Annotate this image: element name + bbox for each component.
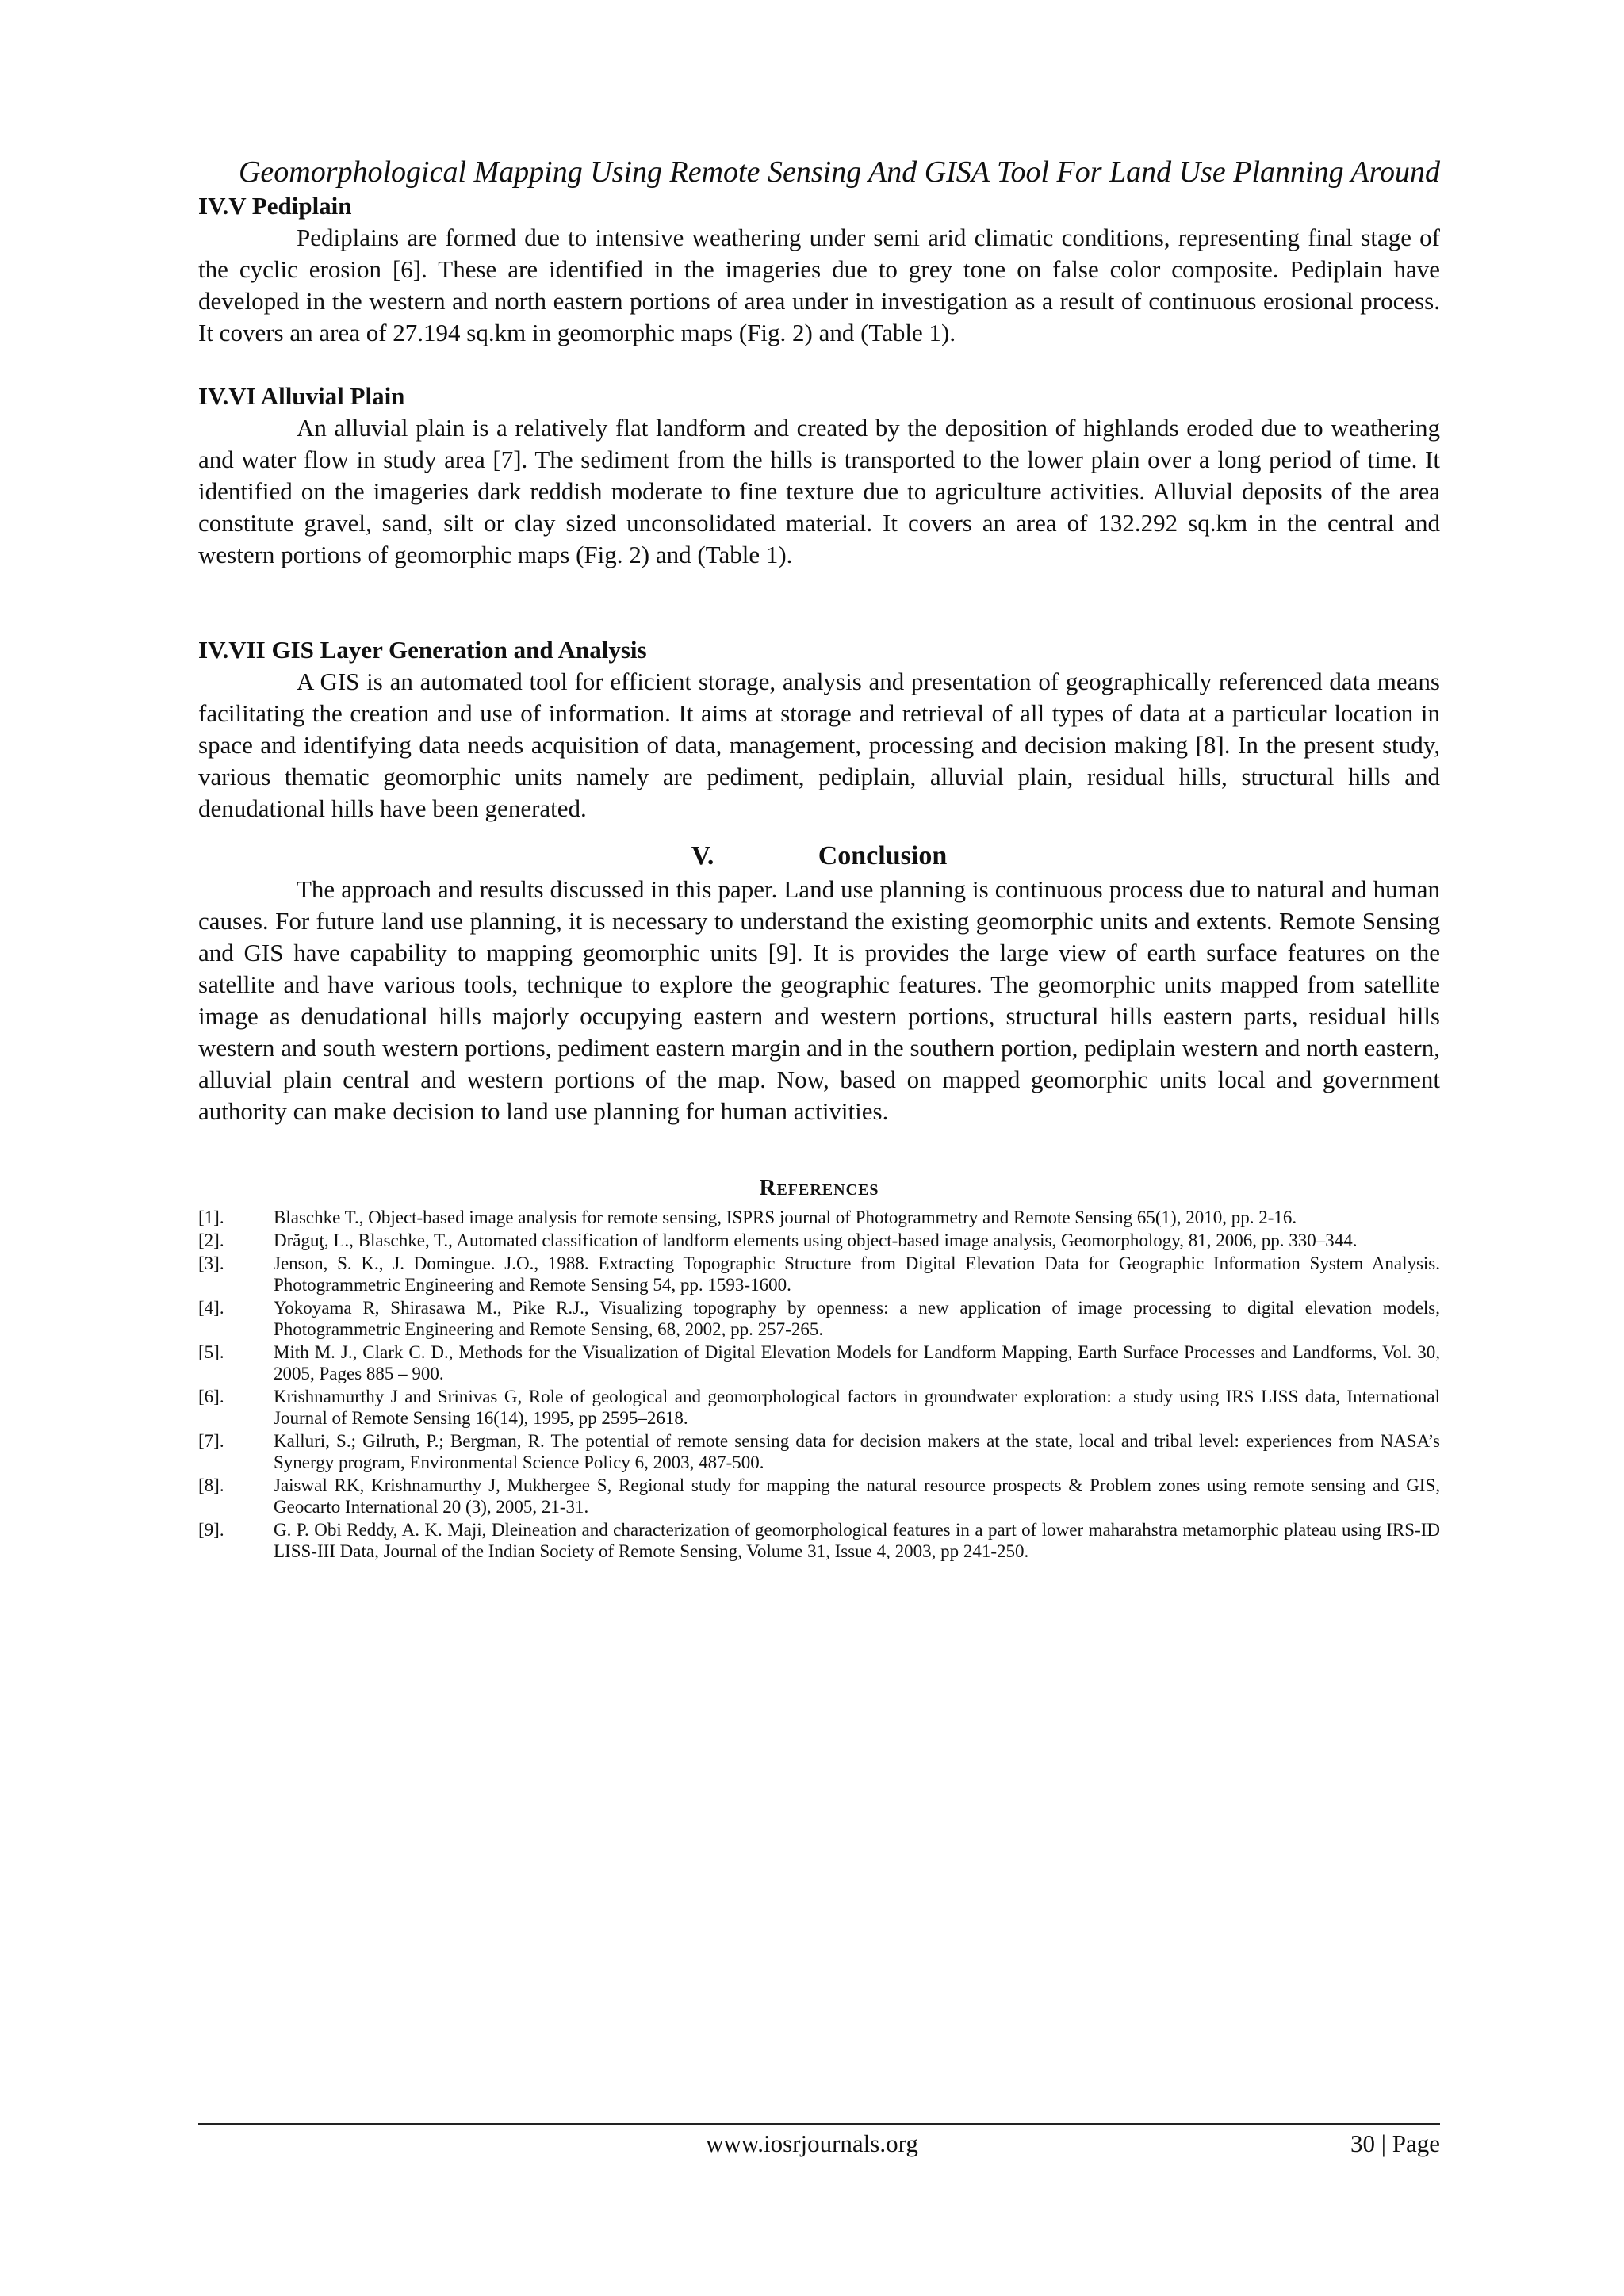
reference-item (198, 1341, 1440, 1384)
reference-number: [2]. (198, 1230, 224, 1250)
reference-item (198, 1230, 1440, 1251)
reference-number: [8]. (198, 1475, 224, 1495)
reference-number: [7]. (198, 1431, 224, 1451)
reference-text: Jaiswal RK, Krishnamurthy J, Mukhergee S, Regional study for mapping the natural resource prospects & Problem zones using remote sensing and GIS, Geocarto International 20 (3), 2005, 21-31. (274, 1475, 1440, 1517)
reference-item (198, 1386, 1440, 1429)
main-content (198, 190, 1440, 1563)
reference-number: [3]. (198, 1253, 224, 1273)
reference-text: Kalluri, S.; Gilruth, P.; Bergman, R. The potential of remote sensing data for decision makers at the state, local and tribal level: experiences from NASA’s Synergy program, Environmental Science Policy 6, 2003, 487-500. (274, 1431, 1440, 1472)
reference-text: Yokoyama R, Shirasawa M., Pike R.J., Visualizing topography by openness: a new application of image processing to digital elevation models, Photogrammetric Engineering and Remote Sensing, 68, 2002, pp. 257-265. (274, 1298, 1440, 1339)
conclusion-title: Conclusion (818, 841, 948, 871)
footer-divider (198, 2123, 1440, 2125)
section-heading: IV.V Pediplain (198, 192, 352, 220)
reference-text: Drăguţ, L., Blaschke, T., Automated classification of landform elements using object-based image analysis, Geomorphology, 81, 2006, pp. 330–344. (274, 1230, 1358, 1250)
conclusion-heading (198, 839, 1440, 874)
reference-number: [5]. (198, 1342, 224, 1362)
section-alluvial-plain (198, 381, 1440, 571)
section-body: A GIS is an automated tool for efficient storage, analysis and presentation of geographically referenced data means facilitating the creation and use of information. It aims at storage and retrieval of all types of data at a particular location in space and identifying data needs acquisition of data, management, processing and decision making [8]. In the present study, various thematic geomorphic units namely are pediment, pediplain, alluvial plain, residual hills, structural hills and denudational hills have been generated. (198, 668, 1440, 822)
reference-item (198, 1207, 1440, 1228)
references-heading: References (759, 1175, 879, 1200)
reference-number: [9]. (198, 1520, 224, 1540)
section-pediplain (198, 190, 1440, 349)
conclusion-number: V. (691, 841, 714, 871)
reference-text: Jenson, S. K., J. Domingue. J.O., 1988. Extracting Topographic Structure from Digital Elevation Data for Geographic Information System Analysis. Photogrammetric Engineering and Remote Sensing 54, pp. 1593-1600. (274, 1253, 1440, 1295)
reference-item (198, 1430, 1440, 1473)
reference-item (198, 1519, 1440, 1562)
conclusion-body: The approach and results discussed in this paper. Land use planning is continuous process due to natural and human causes. For future land use planning, it is necessary to understand the existing geomorphic units and extents. Remote Sensing and GIS have capability to mapping geomorphic units [9]. It is provides the large view of earth surface features on the satellite and have various tools, technique to explore the geographic features. The geomorphic units mapped from satellite image as denudational hills majorly occupying eastern and western portions, structural hills eastern parts, residual hills western and south western portions, pediment eastern margin and in the southern portion, pediplain western and north eastern, alluvial plain central and western portions of the map. Now, based on mapped geomorphic units local and government authority can make decision to land use planning for human activities. (198, 875, 1440, 1125)
reference-number: [6]. (198, 1387, 224, 1406)
footer-page-number: 30 | Page (1350, 2130, 1440, 2157)
section-heading: IV.VI Alluvial Plain (198, 382, 405, 410)
reference-item (198, 1253, 1440, 1295)
reference-item (198, 1297, 1440, 1340)
section-body: Pediplains are formed due to intensive weathering under semi arid climatic conditions, representing final stage of the cyclic erosion [6]. These are identified in the imageries due to grey tone on false color composite. Pediplain have developed in the western and north eastern portions of area under in investigation as a result of continuous erosional process. It covers an area of 27.194 sq.km in geomorphic maps (Fig. 2) and (Table 1). (198, 224, 1440, 346)
reference-text: Krishnamurthy J and Srinivas G, Role of geological and geomorphological factors in groundwater exploration: a study using IRS LISS data, International Journal of Remote Sensing 16(14), 1995, pp 2595–2618. (274, 1387, 1440, 1428)
reference-number: [1]. (198, 1207, 224, 1227)
reference-number: [4]. (198, 1298, 224, 1318)
section-body: An alluvial plain is a relatively flat landform and created by the deposition of highlands eroded due to weathering and water flow in study area [7]. The sediment from the hills is transported to the lower plain over a long period of time. It identified on the imageries dark reddish moderate to fine texture due to agriculture activities. Alluvial deposits of the area constitute gravel, sand, silt or clay sized unconsolidated material. It covers an area of 132.292 sq.km in the central and western portions of geomorphic maps (Fig. 2) and (Table 1). (198, 414, 1440, 568)
reference-text: Mith M. J., Clark C. D., Methods for the Visualization of Digital Elevation Models for Landform Mapping, Earth Surface Processes and Landforms, Vol. 30, 2005, Pages 885 – 900. (274, 1342, 1440, 1383)
footer-website: www.iosrjournals.org (706, 2130, 918, 2157)
running-head: Geomorphological Mapping Using Remote Sensing And GISA Tool For Land Use Planning Around (238, 155, 1440, 189)
section-conclusion (198, 839, 1440, 1127)
reference-text: Blaschke T., Object-based image analysis for remote sensing, ISPRS journal of Photogrammetry and Remote Sensing 65(1), 2010, pp. 2-16. (274, 1207, 1297, 1227)
reference-text: G. P. Obi Reddy, A. K. Maji, Dleineation and characterization of geomorphological features in a part of lower maharahstra metamorphic plateau using IRS-ID LISS-III Data, Journal of the Indian Society of Remote Sensing, Volume 31, Issue 4, 2003, pp 241-250. (274, 1520, 1440, 1561)
section-gis-layer (198, 634, 1440, 825)
reference-list (198, 1207, 1440, 1562)
references-section (198, 1173, 1440, 1562)
reference-item (198, 1475, 1440, 1517)
section-heading: IV.VII GIS Layer Generation and Analysis (198, 636, 647, 664)
